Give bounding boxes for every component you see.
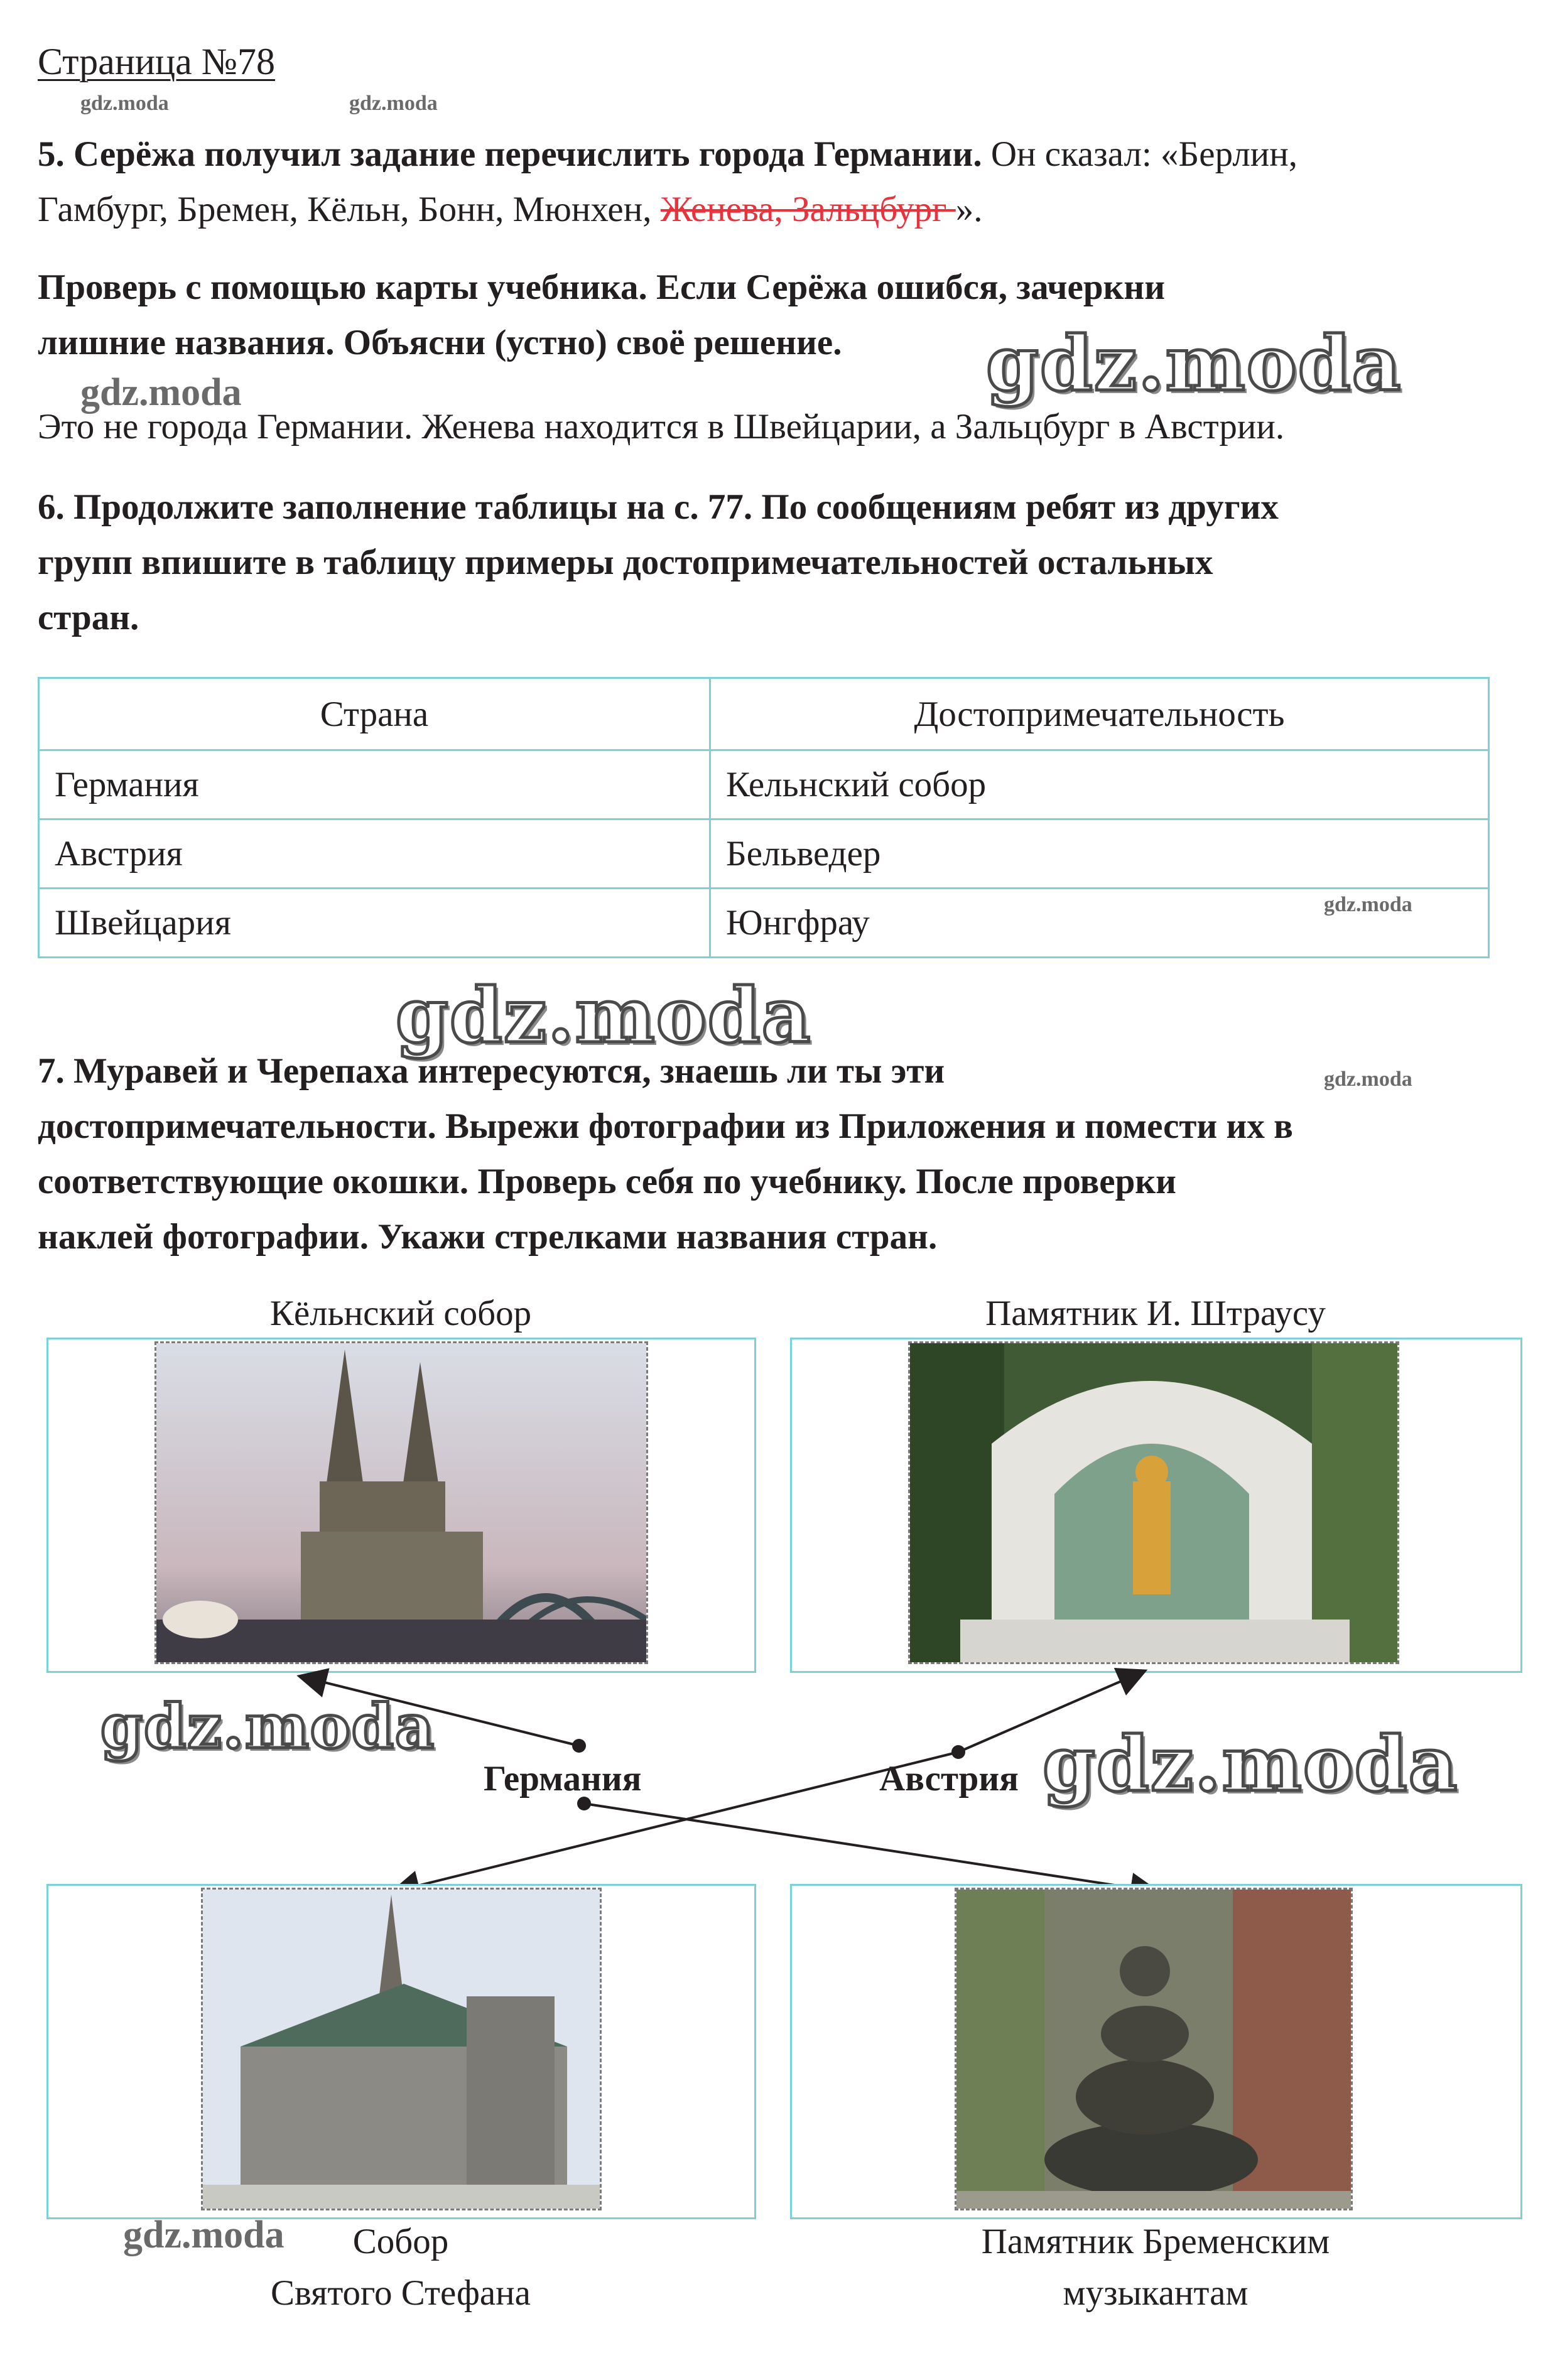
country-label-austria: Австрия [879,1759,1019,1799]
sights-table [38,677,1490,958]
photo-strauss-monument [908,1341,1399,1664]
task6-line3: стран. [38,598,139,637]
table-header-sight: Достопримечательность [710,678,1489,750]
watermark-big-2: gdz.moda [396,971,812,1060]
task5-crossed-cities: Женева, Зальцбург [660,190,956,229]
task5-line2-start: Гамбург, Бремен, Кёльн, Бонн, Мюнхен, [38,190,661,229]
caption-bremen-2: музыкантам [1063,2273,1249,2313]
table-header-country: Страна [39,678,710,750]
strauss-monument-icon [910,1343,1397,1662]
table-row [39,750,1489,819]
task5-question-rest: Он сказал: «Берлин, [982,134,1298,174]
table-cell-country: Швейцария [39,889,710,958]
bremen-musicians-icon [956,1890,1351,2209]
watermark-small-1: gdz.moda [80,92,169,115]
task5-question-bold: 5. Серёжа получил задание перечислить города Германии. [38,134,982,174]
task5-instruction-line2: лишние названия. Объясни (устно) своё решение. [38,323,842,362]
watermark-small-3: gdz.moda [80,371,242,414]
task5-line2-end: ». [955,190,983,229]
task7-line3: соответствующие окошки. Проверь себя по учебнику. После проверки [38,1162,1176,1201]
table-cell-sight: Юнгфрау [710,889,1489,958]
table-cell-country: Германия [39,750,710,819]
watermark-small-6: gdz.moda [123,2214,284,2256]
task6-line1: 6. Продолжите заполнение таблицы на с. 77. По сообщениям ребят из других [38,487,1279,527]
caption-bremen-1: Памятник Бременским [981,2222,1330,2261]
photo-bremen-musicians [955,1888,1353,2210]
task5-answer: Это не города Германии. Женева находится в Швейцарии, а Зальцбург в Австрии. [38,407,1285,446]
table-cell-sight: Бельведер [710,819,1489,889]
watermark-big-3: gdz.moda [100,1691,436,1762]
watermark-small-4: gdz.moda [1324,893,1412,916]
task6-text [38,480,1532,646]
task7-line1: 7. Муравей и Черепаха интересуются, знаешь ли ты эти [38,1051,945,1091]
task6-line2: групп впишите в таблицу примеры достопримечательностей остальных [38,543,1213,582]
country-label-germany: Германия [484,1759,642,1799]
st-stephen-cathedral-icon [203,1890,600,2209]
caption-cologne-cathedral: Кёльнский собор [269,1294,532,1333]
caption-st-stephen-2: Святого Стефана [271,2273,531,2313]
watermark-big-1: gdz.moda [986,320,1402,408]
table-cell-country: Австрия [39,819,710,889]
watermark-big-4: gdz.moda [1043,1720,1459,1809]
task7-line2: достопримечательности. Вырежи фотографии из Приложения и помести их в [38,1106,1293,1146]
watermark-small-5: gdz.moda [1324,1068,1412,1091]
task5-question [38,127,1532,237]
task7-text [38,1044,1532,1265]
watermark-small-2: gdz.moda [349,92,438,115]
table-row [39,819,1489,889]
photo-cologne-cathedral [154,1341,648,1664]
caption-st-stephen-1: Собор [352,2222,449,2261]
table-header-row [39,678,1489,750]
task7-line4: наклей фотографии. Укажи стрелками названия стран. [38,1217,938,1257]
table-cell-sight: Кельнский собор [710,750,1489,819]
table-row [39,889,1489,958]
photo-st-stephen-cathedral [201,1888,602,2210]
page-title: Страница №78 [38,41,276,82]
task5-instruction-line1: Проверь с помощью карты учебника. Если Серёжа ошибся, зачеркни [38,268,1166,307]
cologne-cathedral-icon [156,1343,646,1662]
caption-strauss-monument: Памятник И. Штраусу [985,1294,1326,1333]
